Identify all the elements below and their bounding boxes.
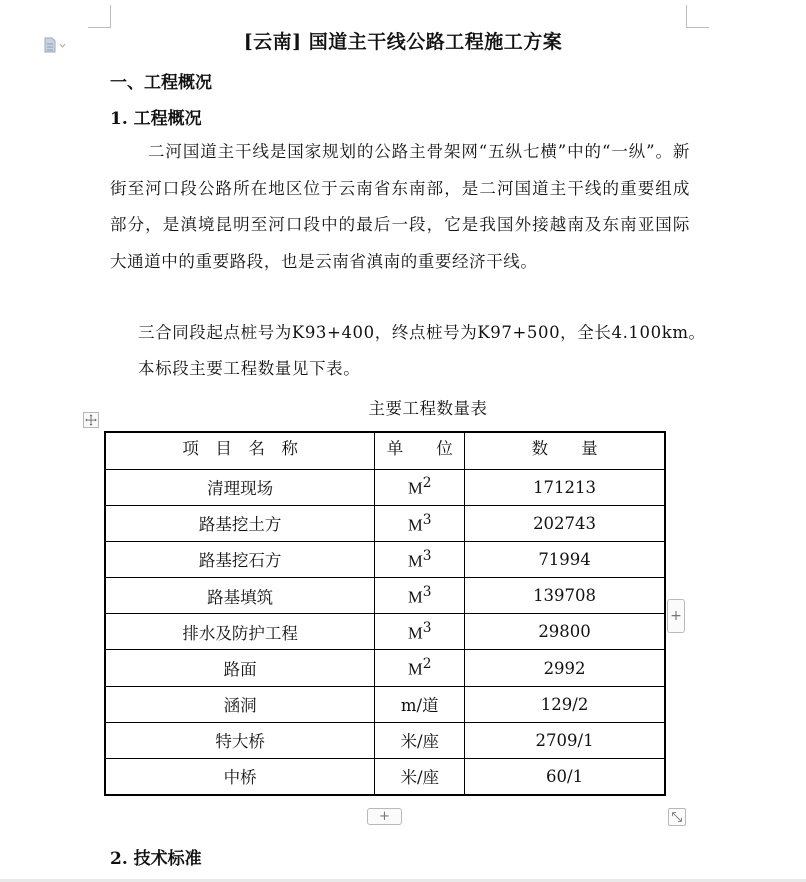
header-unit: 单 位 [375, 432, 465, 469]
unit-text: M [408, 623, 423, 643]
table-row [105, 578, 665, 614]
unit-text: 米/座 [400, 732, 440, 752]
cell-unit [375, 505, 465, 541]
cell-quantity: 29800 [465, 614, 665, 650]
cell-quantity: 71994 [465, 541, 665, 577]
unit-exponent: 3 [422, 547, 432, 564]
subsection-heading-2: 2. 技术标准 [110, 849, 202, 869]
subsection-heading: 1. 工程概况 [110, 109, 202, 129]
unit-exponent: 3 [422, 620, 432, 637]
cell-unit [375, 722, 465, 758]
cell-item-name: 涵洞 [105, 686, 375, 722]
unit-text: M [408, 478, 423, 498]
cell-item-name: 特大桥 [105, 722, 375, 758]
cell-unit [375, 686, 465, 722]
unit-text: 米/座 [400, 768, 440, 788]
table-caption: 主要工程数量表 [368, 399, 488, 418]
cell-unit [375, 614, 465, 650]
page-corner-mark-left [88, 5, 111, 28]
table-row [105, 469, 665, 505]
unit-text: m/道 [400, 696, 439, 716]
cell-unit [375, 578, 465, 614]
add-row-button[interactable]: + [367, 808, 402, 825]
unit-text: M [408, 587, 423, 607]
cell-quantity: 2992 [465, 650, 665, 686]
cell-item-name: 路基挖土方 [105, 505, 375, 541]
header-quantity: 数 量 [465, 432, 665, 469]
cell-item-name: 清理现场 [105, 469, 375, 505]
table-header-row [105, 432, 665, 469]
cell-unit [375, 541, 465, 577]
unit-text: M [408, 551, 423, 571]
table-move-icon[interactable] [83, 412, 99, 428]
header-item-name: 项 目 名 称 [105, 432, 375, 469]
quantity-table [104, 431, 666, 796]
table-row [105, 650, 665, 686]
cell-unit [375, 759, 465, 795]
unit-exponent: 2 [422, 656, 432, 673]
unit-exponent: 3 [422, 511, 432, 528]
unit-text: M [408, 659, 423, 679]
paragraph-intro: 二河国道主干线是国家规划的公路主骨架网“五纵七横”中的“一纵”。新街至河口段公路所在地区位于云南省东南部，是二河国道主干线的重要组成部分，是滇境昆明至河口段中的最后一段，它是我国外接越南及东南亚国际大通道中的重要路段，也是云南省滇南的重要经济干线。 [110, 142, 690, 271]
cell-quantity: 129/2 [465, 686, 665, 722]
table-resize-icon[interactable] [668, 808, 686, 826]
cell-item-name: 排水及防护工程 [105, 614, 375, 650]
cell-quantity: 171213 [465, 469, 665, 505]
cell-unit [375, 469, 465, 505]
table-row [105, 759, 665, 795]
section-heading: 一、工程概况 [110, 73, 212, 93]
page-corner-mark-right [686, 5, 709, 28]
paragraph-table-ref: 本标段主要工程数量见下表。 [138, 359, 361, 378]
cell-quantity: 202743 [465, 505, 665, 541]
paragraph-contract-section: 三合同段起点桩号为K93+400，终点桩号为K97+500，全长4.100km。 [138, 323, 706, 342]
cell-item-name: 中桥 [105, 759, 375, 795]
table-row [105, 505, 665, 541]
table-row [105, 686, 665, 722]
unit-exponent: 3 [422, 583, 432, 600]
cell-unit [375, 650, 465, 686]
cell-item-name: 路面 [105, 650, 375, 686]
document-title: [云南] 国道主干线公路工程施工方案 [243, 31, 563, 53]
add-column-button[interactable]: + [667, 599, 685, 633]
cell-quantity: 60/1 [465, 759, 665, 795]
cell-item-name: 路基挖石方 [105, 541, 375, 577]
table-row [105, 541, 665, 577]
table-row [105, 614, 665, 650]
table-row [105, 722, 665, 758]
unit-exponent: 2 [422, 475, 432, 492]
cell-item-name: 路基填筑 [105, 578, 375, 614]
unit-text: M [408, 515, 423, 535]
cell-quantity: 139708 [465, 578, 665, 614]
cell-quantity: 2709/1 [465, 722, 665, 758]
